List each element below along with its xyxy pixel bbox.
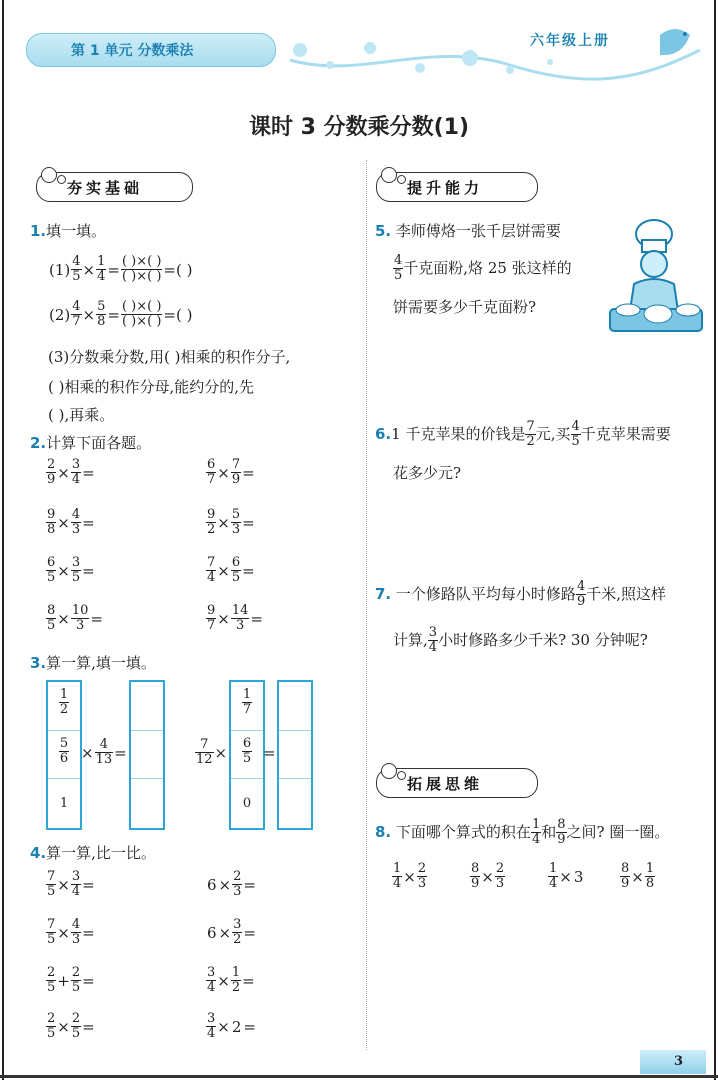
question-1-c-line1: (3)分数乘分数,用( )相乘的积作分子, (48, 348, 291, 366)
section-extend-label: 拓展思维 (407, 775, 484, 793)
q3-right-input-box: $\frac{1}{7}$ $\frac{6}{5}$ 0 (229, 680, 265, 830)
fraction: $\frac{2}{3}$ (417, 861, 427, 892)
q3-right-answer-box[interactable] (277, 680, 313, 830)
fraction: $\frac{14}{3}$ (231, 603, 249, 634)
q3-left-input-box: $\frac{1}{2}$ $\frac{5}{6}$ 1 (46, 680, 82, 830)
fraction: $\frac{7}{5}$ (47, 917, 56, 948)
fraction: $\frac{1}{4}$ (393, 861, 402, 892)
fraction: $\frac{1}{8}$ (645, 861, 655, 892)
question-5-line2: $\frac{4}{5}$ 千克面粉,烙 25 张这样的 (394, 253, 572, 284)
q4-expression-left: $\frac{7}{5}$ × $\frac{3}{4}$ = (47, 869, 95, 900)
q4-expression-left: $\frac{7}{5}$ × $\frac{4}{3}$ = (47, 917, 95, 948)
fraction: $\frac{5}{3}$ (231, 507, 241, 538)
fraction: $\frac{5}{8}$ (97, 299, 106, 330)
section-basic-label: 夯实基础 (67, 179, 144, 197)
fraction: $\frac{2}{3}$ (495, 861, 505, 892)
fraction: $\frac{7}{9}$ (231, 457, 241, 488)
question-6-line2: 花多少元? (393, 464, 462, 482)
question-7-line2: 计算, $\frac{3}{4}$ 小时修路多少千米? 30 分钟呢? (393, 625, 648, 656)
question-1-c-line3: ( ),再乘。 (48, 406, 115, 424)
fraction: $\frac{6}{5}$ (231, 555, 241, 586)
page-number: 3 (674, 1054, 684, 1069)
q4-expression-right: $\frac{3}{4}$ × 2 = (207, 1011, 256, 1042)
question-1-a: (1) $\frac{4}{5}$ × $\frac{1}{4}$ = $\frac{( )\times( )}{( )\times( )}$ =( ) (49, 254, 193, 285)
question-5-line1: 5. 李师傅烙一张千层饼需要 (375, 222, 561, 240)
question-6-line1: 6.1 千克苹果的价钱是 $\frac{7}{2}$ 元,买 $\frac{4}{5}$ 千克苹果需要 (375, 419, 671, 450)
section-tag-ability (376, 172, 538, 202)
q8-option[interactable]: $\frac{1}{4}$ × 3 (549, 861, 584, 892)
unit-banner (26, 33, 276, 67)
fraction: $\frac{3}{4}$ (71, 869, 81, 900)
q3-right-multiplier: $\frac{7}{12}$ × (196, 737, 228, 768)
section-tag-basic (36, 172, 193, 202)
q2-expression: $\frac{7}{4}$ × $\frac{6}{5}$ = (207, 555, 255, 586)
page-number-tab (640, 1050, 706, 1074)
blank-fraction: $\frac{( )\times( )}{( )\times( )}$ (121, 299, 162, 330)
q2-expression: $\frac{6}{5}$ × $\frac{3}{5}$ = (47, 555, 95, 586)
fraction: $\frac{10}{3}$ (71, 603, 89, 634)
fraction: $\frac{2}{9}$ (47, 457, 56, 488)
fraction: $\frac{6}{7}$ (207, 457, 216, 488)
q8-option[interactable]: $\frac{8}{9}$ × $\frac{1}{8}$ (621, 861, 655, 892)
fraction: $\frac{3}{2}$ (233, 917, 242, 948)
fraction: $\frac{9}{7}$ (207, 603, 216, 634)
fraction: $\frac{1}{2}$ (231, 965, 241, 996)
fraction: $\frac{1}{4}$ (549, 861, 558, 892)
question-3-heading: 3.算一算,填一填。 (30, 654, 156, 672)
q8-option[interactable]: $\frac{1}{4}$ × $\frac{2}{3}$ (393, 861, 427, 892)
question-8-line1: 8. 下面哪个算式的积在 $\frac{1}{4}$ 和 $\frac{8}{9}$ 之间? 圈一圈。 (375, 817, 670, 848)
q4-expression-right: 6 × $\frac{3}{2}$ = (207, 917, 256, 948)
q8-option[interactable]: $\frac{8}{9}$ × $\frac{2}{3}$ (471, 861, 505, 892)
question-1-c-line2: ( )相乘的积作分母,能约分的,先 (48, 378, 255, 396)
fraction: $\frac{2}{3}$ (233, 869, 242, 900)
fraction: $\frac{6}{5}$ (47, 555, 56, 586)
q2-expression: $\frac{9}{8}$ × $\frac{4}{3}$ = (47, 507, 95, 538)
fraction: $\frac{8}{9}$ (471, 861, 480, 892)
q2-expression: $\frac{6}{7}$ × $\frac{7}{9}$ = (207, 457, 255, 488)
question-1-heading: 1.填一填。 (30, 222, 107, 240)
q4-expression-left: $\frac{2}{5}$ × $\frac{2}{5}$ = (47, 1011, 95, 1042)
fraction: $\frac{2}{5}$ (47, 1011, 56, 1042)
q3-left-answer-box[interactable] (129, 680, 165, 830)
fraction: $\frac{2}{5}$ (71, 965, 81, 996)
fraction: $\frac{4}{3}$ (71, 917, 81, 948)
fraction: $\frac{4}{3}$ (71, 507, 81, 538)
blank-fraction: $\frac{( )\times( )}{( )\times( )}$ (121, 254, 162, 285)
chef-illustration (606, 214, 706, 339)
section-tag-extend (376, 768, 538, 798)
q3-left-multiplier: × $\frac{4}{13}$ = (81, 737, 127, 768)
fraction: $\frac{3}{4}$ (71, 457, 81, 488)
q2-expression: $\frac{9}{7}$ × $\frac{14}{3}$ = (207, 603, 263, 634)
unit-label: 第 1 单元 分数乘法 (71, 43, 194, 59)
page-border-left (2, 0, 4, 1080)
fraction: $\frac{9}{8}$ (47, 507, 56, 538)
question-4-heading: 4.算一算,比一比。 (30, 844, 156, 862)
question-1-b: (2) $\frac{4}{7}$ × $\frac{5}{8}$ = $\frac{( )\times( )}{( )\times( )}$ =( ) (49, 299, 193, 330)
q3-right-equals: = (263, 744, 276, 762)
fraction: $\frac{3}{5}$ (71, 555, 81, 586)
fraction: $\frac{9}{2}$ (207, 507, 216, 538)
fraction: $\frac{8}{9}$ (621, 861, 630, 892)
fraction: $\frac{4}{5}$ (72, 254, 81, 285)
question-2-heading: 2.计算下面各题。 (30, 434, 152, 452)
lesson-title: 课时 3 分数乘分数(1) (248, 115, 470, 140)
grade-label: 六年级上册 (530, 33, 610, 49)
q4-expression-left: $\frac{2}{5}$ + $\frac{2}{5}$ = (47, 965, 95, 996)
question-5-line3: 饼需要多少千克面粉? (393, 298, 537, 316)
q2-expression: $\frac{9}{2}$ × $\frac{5}{3}$ = (207, 507, 255, 538)
fraction: $\frac{1}{4}$ (97, 254, 106, 285)
bubble-decoration (280, 20, 710, 90)
q2-expression: $\frac{8}{5}$ × $\frac{10}{3}$ = (47, 603, 103, 634)
column-divider (366, 160, 368, 1050)
section-ability-label: 提升能力 (407, 179, 484, 197)
q4-expression-right: 6 × $\frac{2}{3}$ = (207, 869, 256, 900)
page-border-right (714, 0, 716, 1080)
question-7-line1: 7. 一个修路队平均每小时修路 $\frac{4}{9}$ 千米,照这样 (375, 579, 666, 610)
fraction: $\frac{4}{7}$ (72, 299, 81, 330)
q4-expression-right: $\frac{3}{4}$ × $\frac{1}{2}$ = (207, 965, 255, 996)
fraction: $\frac{7}{4}$ (207, 555, 216, 586)
fraction: $\frac{7}{5}$ (47, 869, 56, 900)
q2-expression: $\frac{2}{9}$ × $\frac{3}{4}$ = (47, 457, 95, 488)
fraction: $\frac{3}{4}$ (207, 1011, 216, 1042)
fraction: $\frac{2}{5}$ (47, 965, 56, 996)
fraction: $\frac{2}{5}$ (71, 1011, 81, 1042)
fraction: $\frac{8}{5}$ (47, 603, 56, 634)
page-border-bottom (0, 1075, 718, 1078)
fraction: $\frac{3}{4}$ (207, 965, 216, 996)
